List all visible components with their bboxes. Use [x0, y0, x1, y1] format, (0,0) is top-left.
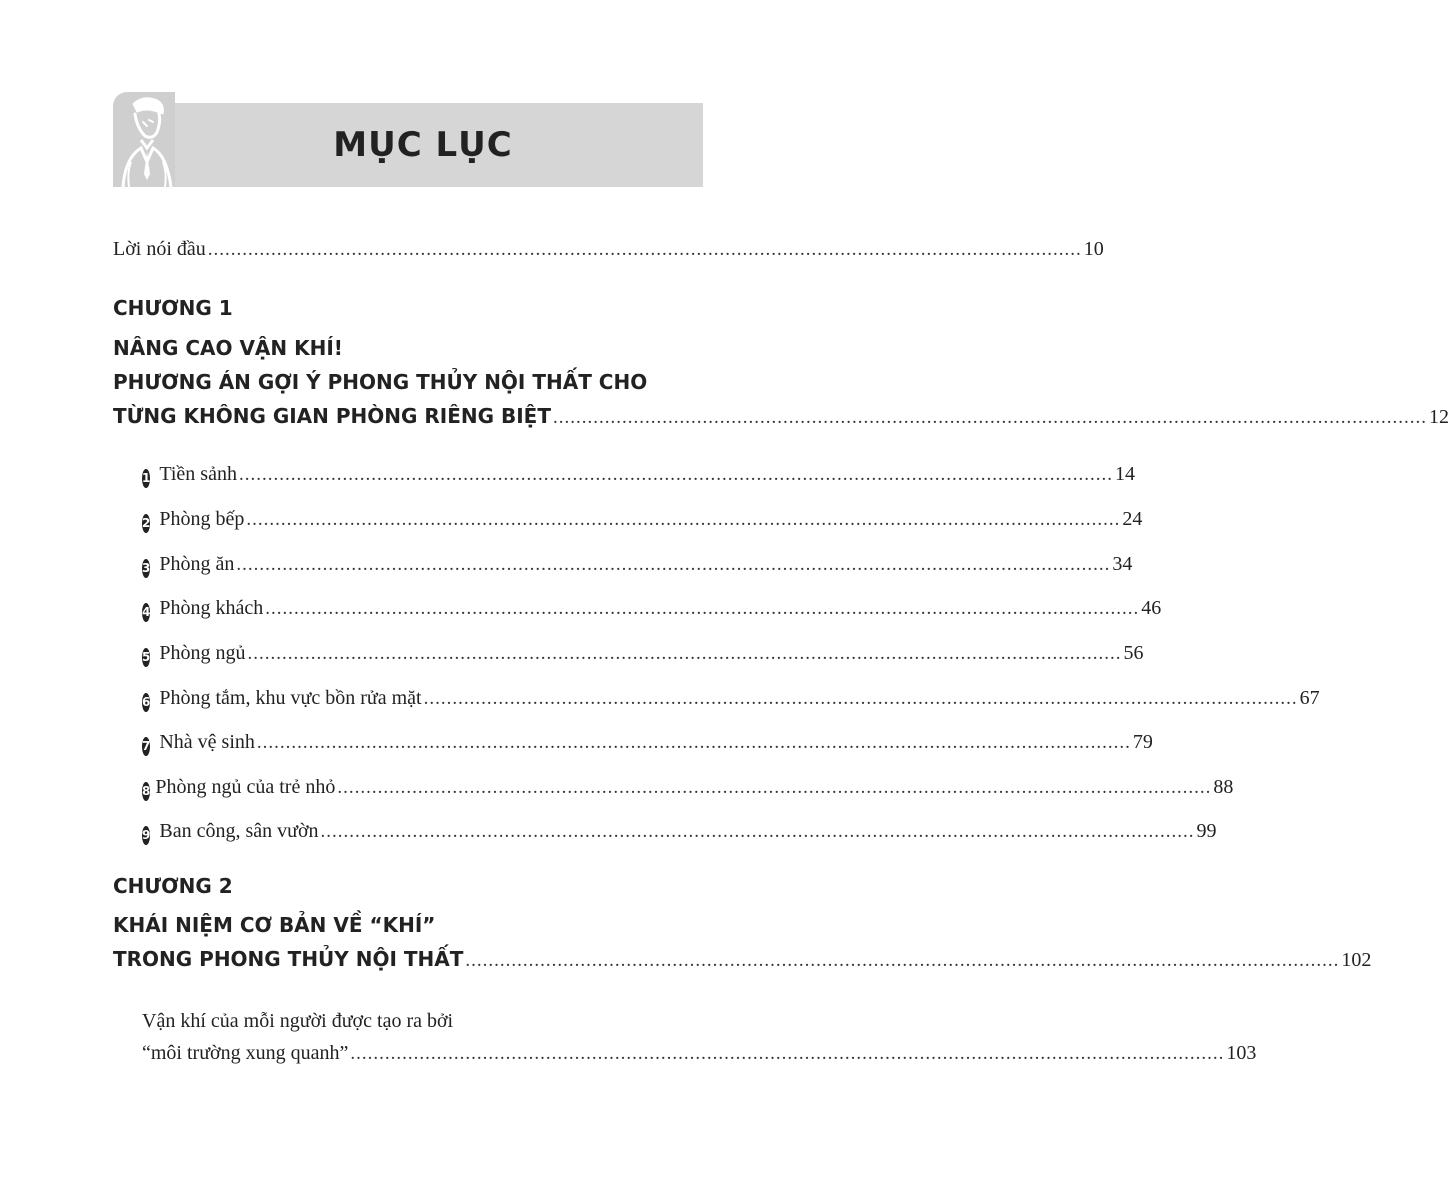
- toc-entry-page: 102: [1341, 949, 1372, 971]
- dot-leader: ........................................................................................................................................................: [256, 732, 1131, 753]
- toc-section-8[interactable]: [142, 776, 1234, 799]
- toc-section-9[interactable]: [142, 820, 1217, 843]
- toc-entry-chapter-2[interactable]: [113, 947, 1372, 972]
- number-badge: 1: [142, 469, 150, 488]
- dot-leader: ........................................................................................................................................................: [236, 554, 1111, 575]
- toc-section-5[interactable]: [142, 642, 1144, 665]
- dot-leader: ........................................................................................................................................................: [350, 1043, 1225, 1064]
- toc-entry-label: Phòng ăn: [159, 553, 235, 575]
- header-band: [113, 103, 703, 187]
- number-badge: 4: [142, 603, 150, 622]
- toc-entry-label: Phòng ngủ của trẻ nhỏ: [155, 776, 336, 798]
- toc-entry-page: 56: [1123, 642, 1144, 664]
- toc-entry-label: Phòng ngủ: [159, 642, 246, 664]
- dot-leader: ........................................................................................................................................................: [238, 464, 1113, 485]
- toc-entry-page: 12: [1429, 406, 1449, 428]
- toc-entry-label: Phòng khách: [159, 597, 264, 619]
- dot-leader: ........................................................................................................................................................: [265, 598, 1140, 619]
- toc-entry-label: Tiền sảnh: [159, 463, 237, 485]
- toc-entry-label: Nhà vệ sinh: [159, 731, 255, 753]
- number-badge: 7: [142, 737, 150, 756]
- number-badge: 2: [142, 514, 150, 533]
- chapter-1-heading: CHƯƠNG 1: [113, 296, 233, 320]
- toc-entry-page: 34: [1112, 553, 1133, 575]
- toc-subentry-line: Vận khí của mỗi người được tạo ra bởi: [142, 1010, 454, 1032]
- toc-entry-chapter-1[interactable]: [113, 404, 1449, 429]
- dot-leader: ........................................................................................................................................................: [207, 239, 1082, 260]
- toc-entry-page: 46: [1141, 597, 1162, 619]
- man-in-suit-illustration: [113, 92, 175, 187]
- toc-section-2[interactable]: [142, 508, 1143, 531]
- number-badge: 6: [142, 693, 150, 712]
- toc-entry-label: “môi trường xung quanh”: [142, 1042, 349, 1064]
- dot-leader: ........................................................................................................................................................: [423, 688, 1298, 709]
- dot-leader: ........................................................................................................................................................: [247, 643, 1122, 664]
- dot-leader: ........................................................................................................................................................: [553, 407, 1427, 428]
- chapter-1-title-line: NÂNG CAO VẬN KHÍ!: [113, 336, 343, 360]
- number-badge: 9: [142, 826, 150, 845]
- toc-entry-label: Ban công, sân vườn: [159, 820, 319, 842]
- toc-entry-page: 103: [1226, 1042, 1257, 1064]
- number-badge: 3: [142, 559, 150, 578]
- toc-entry-preface[interactable]: [113, 238, 1104, 261]
- toc-entry-page: 67: [1299, 687, 1320, 709]
- toc-entry-label: Phòng bếp: [159, 508, 245, 530]
- chapter-2-heading: CHƯƠNG 2: [113, 874, 233, 898]
- toc-entry-page: 79: [1132, 731, 1153, 753]
- dot-leader: ........................................................................................................................................................: [465, 950, 1340, 971]
- toc-entry-page: 14: [1114, 463, 1135, 485]
- toc-section-4[interactable]: [142, 597, 1162, 620]
- number-badge: 5: [142, 648, 150, 667]
- toc-entry-page: 99: [1196, 820, 1217, 842]
- toc-entry-page: 10: [1083, 238, 1104, 260]
- chapter-1-title-line: TỪNG KHÔNG GIAN PHÒNG RIÊNG BIỆT: [113, 404, 551, 428]
- page-title: MỤC LỤC: [333, 125, 513, 165]
- toc-section-3[interactable]: [142, 553, 1133, 576]
- dot-leader: ........................................................................................................................................................: [246, 509, 1121, 530]
- number-badge: 8: [142, 782, 150, 801]
- toc-section-7[interactable]: [142, 731, 1153, 754]
- toc-entry-page: 24: [1122, 508, 1143, 530]
- toc-entry-page: 88: [1213, 776, 1234, 798]
- toc-section-1[interactable]: [142, 463, 1135, 486]
- dot-leader: ........................................................................................................................................................: [337, 777, 1212, 798]
- toc-section-6[interactable]: [142, 687, 1320, 710]
- toc-entry-label: Lời nói đầu: [113, 238, 206, 260]
- chapter-2-title-line: KHÁI NIỆM CƠ BẢN VỀ “KHÍ”: [113, 913, 436, 937]
- chapter-2-title-line: TRONG PHONG THỦY NỘI THẤT: [113, 947, 464, 971]
- toc-subentry[interactable]: [142, 1042, 1257, 1065]
- dot-leader: ........................................................................................................................................................: [320, 821, 1195, 842]
- chapter-1-title-line: PHƯƠNG ÁN GỢI Ý PHONG THỦY NỘI THẤT CHO: [113, 370, 648, 394]
- toc-entry-label: Phòng tắm, khu vực bồn rửa mặt: [159, 687, 422, 709]
